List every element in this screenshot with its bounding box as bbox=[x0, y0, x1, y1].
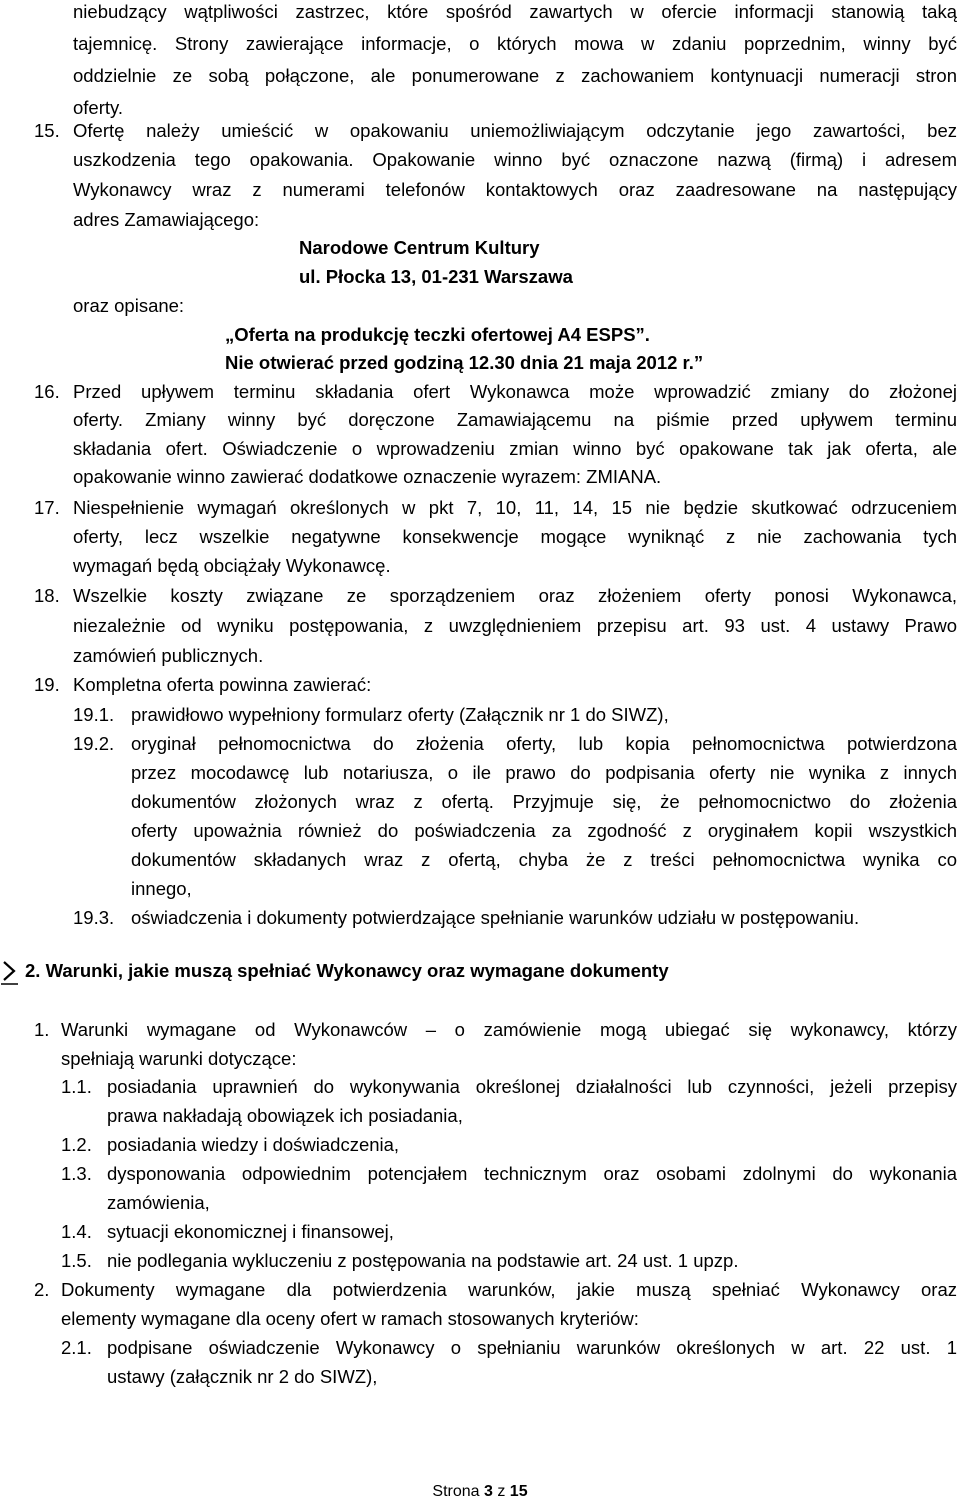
text-line: oferty. Zmiany winny być doręczone Zamawiającemu na piśmie przed upływem terminu bbox=[73, 409, 957, 430]
text-line: oddzielnie ze sobą połączone, ale ponumerowane z zachowaniem kontynuacji numeracji stron bbox=[73, 65, 957, 86]
text-line: dokumentów złożonych wraz z ofertą. Przyjmuje się, że pełnomocnictwo do złożenia bbox=[131, 791, 957, 812]
arrow-bullet-icon bbox=[0, 956, 20, 986]
text-line: oryginał pełnomocnictwa do złożenia oferty, lub kopia pełnomocnictwa potwierdzona bbox=[131, 733, 957, 754]
text-line: wymagań będą obciążały Wykonawcę. bbox=[73, 555, 391, 576]
sub-item-number: 1.2. bbox=[61, 1134, 92, 1155]
text-line: opakowanie winno zawierać dodatkowe oznaczenie wyrazem: ZMIANA. bbox=[73, 466, 662, 487]
text-line: zamówień publicznych. bbox=[73, 645, 264, 666]
text-line: Przed upływem terminu składania ofert Wykonawca może wprowadzić zmiany do złożonej bbox=[73, 381, 957, 402]
text-line: zamówienia, bbox=[107, 1192, 210, 1213]
footer-prefix: Strona bbox=[432, 1483, 480, 1500]
text-line: spełniają warunki dotyczące: bbox=[61, 1048, 297, 1069]
text-line: sytuacji ekonomicznej i finansowej, bbox=[107, 1221, 394, 1242]
text-line: posiadania wiedzy i doświadczenia, bbox=[107, 1134, 400, 1155]
sub-item-number: 1.1. bbox=[61, 1076, 92, 1097]
text-line: Kompletna oferta powinna zawierać: bbox=[73, 674, 372, 695]
item-number: 16. bbox=[34, 381, 60, 402]
text-line: przez mocodawcę lub notariusza, o ile prawo do podpisania oferty nie wynika z innych bbox=[131, 762, 957, 783]
footer-middle: z bbox=[497, 1483, 506, 1500]
sub-item-number: 1.3. bbox=[61, 1163, 92, 1184]
text-line: oświadczenia i dokumenty potwierdzające spełnianie warunków udziału w postępowaniu. bbox=[131, 907, 860, 928]
sub-item-number: 19.1. bbox=[73, 704, 115, 725]
text-line: Ofertę należy umieścić w opakowaniu uniemożliwiającym odczytanie jego zawartości, bez bbox=[73, 120, 957, 141]
offer-label: „Oferta na produkcję teczki ofertowej A4 ESPS”. bbox=[225, 324, 650, 345]
text-line: oferty upoważnia również do poświadczenia za zgodność z oryginałem kopii wszystkich bbox=[131, 820, 957, 841]
text-line: elementy wymagane dla oceny ofert w ramach stosowanych kryteriów: bbox=[61, 1308, 639, 1329]
item-number: 18. bbox=[34, 585, 60, 606]
footer-total-pages: 15 bbox=[509, 1483, 528, 1500]
described-label: oraz opisane: bbox=[73, 295, 185, 316]
item-number: 2. bbox=[34, 1279, 50, 1300]
item-number: 1. bbox=[34, 1019, 50, 1040]
text-line: posiadania uprawnień do wykonywania określonej działalności lub czynności, jeżeli przepisy bbox=[107, 1076, 957, 1097]
text-line: uszkodzenia tego opakowania. Opakowanie winno być oznaczone nazwą (firmą) i adresem bbox=[73, 149, 957, 170]
sub-item-number: 1.5. bbox=[61, 1250, 92, 1271]
item-number: 17. bbox=[34, 497, 60, 518]
text-line: adres Zamawiającego: bbox=[73, 209, 260, 230]
text-line: oferty. bbox=[73, 97, 124, 118]
page-footer bbox=[0, 1482, 960, 1502]
text-line: niezależnie od wyniku postępowania, z uwzględnieniem przepisu art. 93 ust. 4 ustawy Prawo bbox=[73, 615, 957, 636]
text-line: ustawy (załącznik nr 2 do SIWZ), bbox=[107, 1366, 378, 1387]
text-line: innego, bbox=[131, 878, 192, 899]
sub-item-number: 1.4. bbox=[61, 1221, 92, 1242]
text-line: Dokumenty wymagane dla potwierdzenia warunków, jakie muszą spełniać Wykonawcy oraz bbox=[61, 1279, 957, 1300]
sub-item-number: 19.2. bbox=[73, 733, 115, 754]
text-line: dokumentów składanych wraz z ofertą, chyba że z treści pełnomocnictwa wynika co bbox=[131, 849, 957, 870]
text-line: nie podlegania wykluczeniu z postępowania na podstawie art. 24 ust. 1 upzp. bbox=[107, 1250, 739, 1271]
text-line: tajemnicę. Strony zawierające informacje, o których mowa w zdaniu poprzednim, winny być bbox=[73, 33, 957, 54]
address-name: Narodowe Centrum Kultury bbox=[299, 237, 540, 258]
item-number: 19. bbox=[34, 674, 60, 695]
text-line: prawa nakładają obowiązek ich posiadania, bbox=[107, 1105, 463, 1126]
footer-current-page: 3 bbox=[483, 1483, 493, 1500]
text-line: prawidłowo wypełniony formularz oferty (Załącznik nr 1 do SIWZ), bbox=[131, 704, 669, 725]
text-line: niebudzący wątpliwości zastrzec, które spośród zawartych w ofercie informacji stanowią taką bbox=[73, 1, 957, 22]
section-heading: 2. Warunki, jakie muszą spełniać Wykonawcy oraz wymagane dokumenty bbox=[25, 960, 669, 981]
text-line: Warunki wymagane od Wykonawców – o zamówienie mogą ubiegać się wykonawcy, którzy bbox=[61, 1019, 957, 1040]
sub-item-number: 19.3. bbox=[73, 907, 115, 928]
text-line: podpisane oświadczenie Wykonawcy o spełnianiu warunków określonych w art. 22 ust. 1 bbox=[107, 1337, 957, 1358]
item-number: 15. bbox=[34, 120, 60, 141]
text-line: oferty, lecz wszelkie negatywne konsekwencje mogące wyniknąć z nie zachowania tych bbox=[73, 526, 957, 547]
text-line: składania ofert. Oświadczenie o wprowadzeniu zmian winno być opakowane tak jak oferta, ale bbox=[73, 438, 957, 459]
text-line: dysponowania odpowiednim potencjałem technicznym oraz osobami zdolnymi do wykonania bbox=[107, 1163, 957, 1184]
text-line: Wykonawcy wraz z numerami telefonów kontaktowych oraz zaadresowane na następujący bbox=[73, 179, 957, 200]
text-line: Niespełnienie wymagań określonych w pkt 7, 10, 11, 14, 15 nie będzie skutkować odrzuceniem bbox=[73, 497, 957, 518]
sub-item-number: 2.1. bbox=[61, 1337, 92, 1358]
text-line: Wszelkie koszty związane ze sporządzeniem oraz złożeniem oferty ponosi Wykonawca, bbox=[73, 585, 957, 606]
do-not-open-note: Nie otwierać przed godziną 12.30 dnia 21 maja 2012 r.” bbox=[225, 352, 704, 373]
address-street: ul. Płocka 13, 01-231 Warszawa bbox=[299, 266, 573, 287]
